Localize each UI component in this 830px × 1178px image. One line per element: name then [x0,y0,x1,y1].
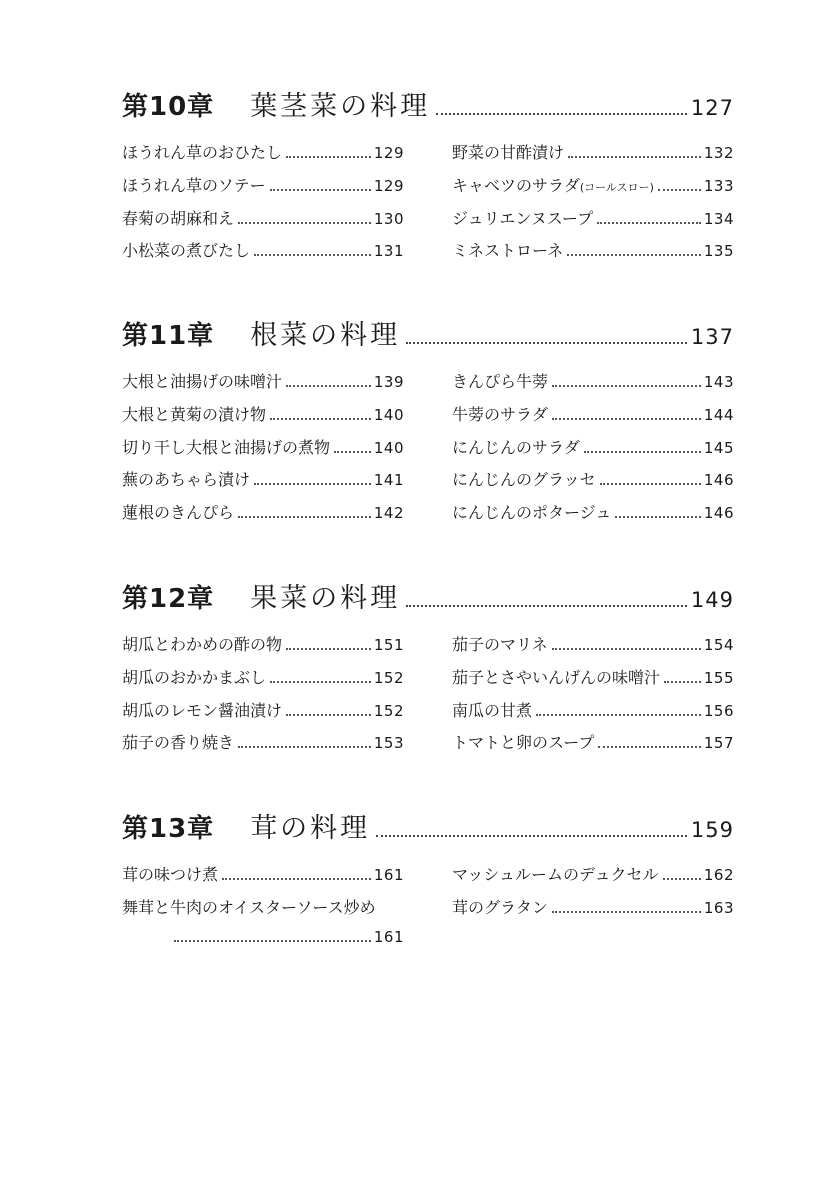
toc-entry[interactable] [122,698,404,731]
entry-title: 大根と油揚げの味噌汁 [122,372,283,391]
chapter-10 [122,84,734,271]
entry-page: 133 [703,176,734,195]
leader-dots [552,648,701,650]
leader-dots [286,714,371,716]
chapter-heading[interactable] [122,84,734,124]
leader-dots [334,451,371,453]
leader-dots [238,222,371,224]
chapter-page-number: 159 [690,818,734,842]
toc-entry[interactable] [452,369,734,402]
toc-entry[interactable] [452,698,734,731]
toc-entry[interactable] [122,862,404,895]
entry-page: 143 [703,373,734,391]
entry-title: にんじんのポタージュ [452,503,612,523]
toc-entry[interactable] [452,435,734,468]
left-column [122,632,404,763]
toc-entry[interactable] [122,632,404,665]
entry-title: 切り干し大根と油揚げの煮物 [122,437,331,457]
leader-dots [376,835,687,837]
entry-page: 155 [703,668,734,687]
chapter-page-number: 137 [690,325,734,349]
entry-title: 茸の味つけ煮 [122,865,219,884]
leader-dots [552,418,701,420]
entry-title: 茄子のマリネ [452,635,548,654]
entry-page: 131 [373,242,404,261]
leader-dots [600,483,701,485]
entry-title: 胡瓜のおかかまぶし [122,667,267,687]
toc-entry[interactable] [452,500,734,533]
entry-title: 牛蒡のサラダ [452,404,548,424]
left-column [122,140,404,271]
entry-title: 胡瓜とわかめの酢の物 [122,635,283,654]
chapter-title: 葉茎菜の料理 [250,91,431,122]
leader-dots [598,746,700,748]
entry-title: 舞茸と牛肉のオイスターソース炒め [122,897,376,917]
toc-entry[interactable] [122,730,404,763]
entry-title: 蓮根のきんぴら [122,503,235,523]
toc-entry[interactable] [122,665,404,698]
toc-entry[interactable] [122,206,404,239]
chapter-title: 根菜の料理 [250,320,401,351]
toc-entry[interactable] [452,632,734,665]
leader-dots [567,254,701,256]
entry-page: 141 [373,471,404,490]
entry-page: 152 [373,701,404,720]
leader-dots [658,189,701,191]
entry-page: 140 [373,405,404,424]
chapter-label: 第10章 [122,92,215,122]
entry-title: 茸のグラタン [452,897,548,917]
leader-dots [270,189,371,191]
leader-dots [584,451,701,453]
chapter-label: 第13章 [122,814,215,844]
entry-page: 129 [373,144,404,162]
chapter-11 [122,313,734,533]
toc-entry[interactable] [452,402,734,435]
leader-dots [174,940,371,942]
right-column [452,862,734,960]
leader-dots [552,385,701,387]
entry-title: 南瓜の甘煮 [452,700,533,720]
leader-dots [597,222,701,224]
chapter-label: 第12章 [122,584,215,614]
toc-entry[interactable] [452,173,734,206]
right-column [452,369,734,533]
toc-entry[interactable] [122,402,404,435]
entry-title: にんじんのサラダ [452,437,580,457]
chapter-page-number: 149 [690,588,734,612]
leader-dots [536,714,701,716]
chapter-12 [122,576,734,763]
entry-title: ミネストローネ [452,241,564,261]
entry-page: 152 [373,668,404,687]
entry-note: (コールスロー) [579,180,654,194]
entry-page: 129 [373,176,404,195]
toc-entry[interactable] [452,730,734,763]
toc-entry[interactable] [122,435,404,468]
toc-entry[interactable] [452,862,734,895]
right-column [452,140,734,271]
entry-page: 161 [373,866,404,884]
chapter-title: 果菜の料理 [250,583,401,614]
leader-dots [436,113,687,115]
toc-entry[interactable] [122,140,404,173]
leader-dots [254,483,371,485]
entry-title: 小松菜の煮びたし [122,241,251,261]
toc-entry[interactable] [452,238,734,271]
entry-title: 胡瓜のレモン醤油漬け [122,700,283,720]
entry-page: 153 [373,734,404,753]
entry-page: 139 [373,373,404,391]
leader-dots [286,156,371,158]
entry-page: 157 [703,734,734,753]
leader-dots [222,878,371,880]
chapter-13 [122,806,734,960]
entry-page: 146 [703,471,734,490]
toc-entry[interactable] [452,467,734,500]
entry-title: 野菜の甘酢漬け [452,143,565,162]
leader-dots [663,878,701,880]
entry-page: 135 [703,242,734,261]
entry-page: 140 [373,438,404,457]
entry-title: キャベツのサラダ [452,175,580,195]
leader-dots [664,681,701,683]
entry-title: ほうれん草のおひたし [122,143,283,162]
leader-dots [286,385,371,387]
leader-dots [615,516,700,518]
entry-title: 春菊の胡麻和え [122,208,235,228]
toc-entry[interactable] [452,665,734,698]
chapter-heading[interactable] [122,806,734,846]
entry-title: ほうれん草のソテー [122,175,266,195]
chapter-page-number: 127 [690,96,734,120]
entry-page: 145 [703,438,734,457]
toc-entry[interactable] [122,467,404,500]
right-column [452,632,734,763]
leader-dots [270,418,371,420]
leader-dots [270,681,371,683]
entry-page: 134 [703,209,734,228]
entry-title: 茄子の香り焼き [122,733,235,753]
leader-dots [552,911,701,913]
left-column [122,862,404,960]
entry-page: 156 [703,701,734,720]
leader-dots [238,516,371,518]
entry-page: 144 [703,405,734,424]
left-column [122,369,404,533]
entry-title: マッシュルームのデュクセル [452,865,659,884]
entry-page: 163 [703,898,734,917]
entry-title: トマトと卵のスープ [452,733,595,753]
leader-dots [568,156,701,158]
chapter-heading[interactable] [122,313,734,353]
toc-entry[interactable] [452,140,734,173]
toc-entry[interactable] [122,895,404,961]
chapter-title: 茸の料理 [250,813,371,844]
toc-entry[interactable] [122,238,404,271]
entry-page: 151 [373,636,404,654]
entry-page: 162 [703,866,734,884]
entry-page: 154 [703,636,734,654]
toc-entry[interactable] [452,206,734,239]
chapter-heading[interactable] [122,576,734,616]
toc-entry[interactable] [122,500,404,533]
toc-entry[interactable] [452,895,734,928]
toc-entry[interactable] [122,369,404,402]
leader-dots [238,746,371,748]
leader-dots [254,254,371,256]
entry-page: 142 [373,504,404,523]
entry-page: 130 [373,209,404,228]
entry-title: きんぴら牛蒡 [452,372,549,391]
entry-page: 146 [703,504,734,523]
leader-dots [286,648,371,650]
entry-page: 161 [373,927,404,946]
entry-title: にんじんのグラッセ [452,470,596,490]
entry-page: 132 [703,144,734,162]
toc-entry[interactable] [122,173,404,206]
entry-title: ジュリエンヌスープ [452,208,594,228]
entry-title: 茄子とさやいんげんの味噌汁 [452,667,661,687]
entry-title: 大根と黄菊の漬け物 [122,404,267,424]
entry-title: 蕪のあちゃら漬け [122,470,251,490]
leader-dots [406,605,687,607]
leader-dots [406,342,687,344]
chapter-label: 第11章 [122,321,215,351]
